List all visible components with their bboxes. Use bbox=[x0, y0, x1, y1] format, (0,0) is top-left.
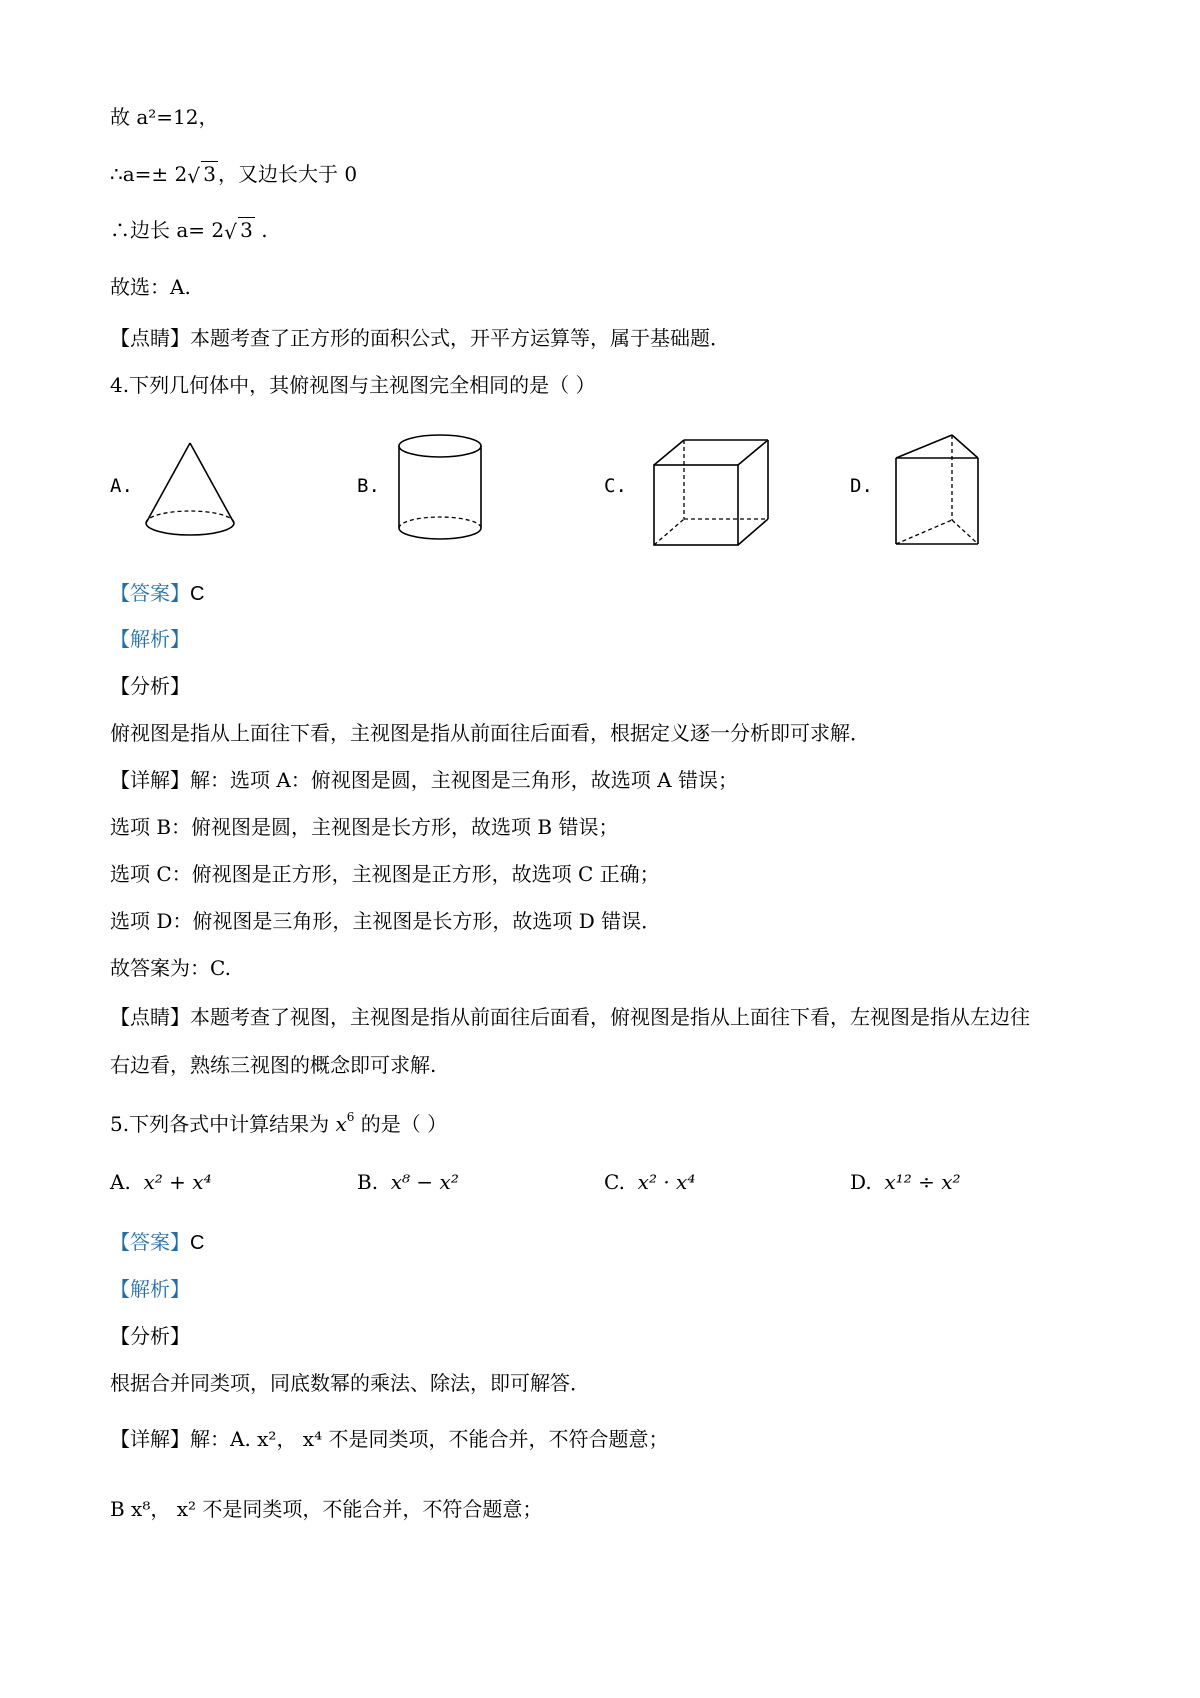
prism-figure bbox=[892, 432, 982, 547]
cylinder-figure bbox=[395, 432, 485, 544]
figure-label-d: D. bbox=[850, 475, 873, 497]
answer-value: C bbox=[190, 583, 205, 605]
text-segment: ∴a=± 2 bbox=[110, 162, 188, 186]
text-segment: . bbox=[254, 218, 268, 242]
option-expression: x¹² ÷ x² bbox=[884, 1170, 961, 1194]
sqrt-expression: √ 3 bbox=[224, 218, 253, 244]
jiexi-tag: 【解析】 bbox=[110, 627, 190, 651]
cone-figure bbox=[140, 440, 240, 542]
answer-tag: 【答案】 bbox=[110, 1230, 190, 1254]
answer-tag: 【答案】 bbox=[110, 581, 190, 605]
answer-value: C bbox=[190, 1232, 205, 1254]
text-line: 故选：A. bbox=[110, 275, 191, 299]
text-line: 选项 D：俯视图是三角形，主视图是长方形，故选项 D 错误． bbox=[110, 909, 662, 933]
option-c bbox=[604, 1170, 695, 1194]
math-line bbox=[110, 216, 268, 244]
math-line bbox=[110, 160, 357, 188]
answer-line bbox=[110, 1228, 204, 1257]
text-line: 根据合并同类项，同底数幂的乘法、除法，即可解答． bbox=[110, 1371, 590, 1395]
option-label: D. bbox=[850, 1170, 872, 1194]
option-label: C. bbox=[604, 1170, 625, 1194]
option-a bbox=[110, 1170, 212, 1194]
option-label: B. bbox=[357, 1170, 379, 1194]
answer-line bbox=[110, 579, 204, 608]
sqrt-expression: √ 3 bbox=[187, 162, 216, 188]
text-line: 右边看，熟练三视图的概念即可求解. bbox=[110, 1053, 437, 1077]
figure-label-a: A. bbox=[110, 475, 133, 497]
cube-figure bbox=[650, 437, 775, 549]
text-segment: 的是（ ） bbox=[354, 1112, 448, 1136]
text-line: 【点睛】本题考查了正方形的面积公式，开平方运算等，属于基础题． bbox=[110, 326, 730, 350]
text-line: 【详解】解：选项 A：俯视图是圆，主视图是三角形，故选项 A 错误； bbox=[110, 768, 738, 792]
text-line: 故 a²=12， bbox=[110, 105, 219, 129]
text-segment: ∴边长 a= 2 bbox=[110, 218, 225, 242]
text-line: 选项 C：俯视图是正方形，主视图是正方形，故选项 C 正确； bbox=[110, 862, 660, 886]
fenxi-tag: 【分析】 bbox=[110, 674, 190, 698]
text-line: B x⁸， x² 不是同类项，不能合并，不符合题意； bbox=[110, 1497, 543, 1521]
text-line: 【点睛】本题考查了视图，主视图是指从前面往后面看，俯视图是指从上面往下看，左视图是指从左边往 bbox=[110, 1005, 1030, 1029]
option-d bbox=[850, 1170, 961, 1194]
question-stem bbox=[110, 1103, 447, 1138]
question-stem: 4.下列几何体中，其俯视图与主视图完全相同的是（ ） bbox=[110, 373, 596, 397]
text-line: 故答案为：C. bbox=[110, 956, 231, 980]
option-b bbox=[357, 1170, 459, 1194]
text-line: 选项 B：俯视图是圆，主视图是长方形，故选项 B 错误； bbox=[110, 815, 619, 839]
text-segment: 5.下列各式中计算结果为 bbox=[110, 1112, 330, 1136]
text-line: 【详解】解：A. x²， x⁴ 不是同类项，不能合并，不符合题意； bbox=[110, 1427, 669, 1451]
option-expression: x⁸ − x² bbox=[390, 1170, 459, 1194]
option-expression: x² + x⁴ bbox=[143, 1170, 212, 1194]
fenxi-tag: 【分析】 bbox=[110, 1324, 190, 1348]
option-expression: x² · x⁴ bbox=[637, 1170, 696, 1194]
text-segment: ，又边长大于 0 bbox=[217, 162, 358, 186]
radicand: 3 bbox=[203, 162, 216, 186]
exponent: 6 bbox=[346, 1110, 355, 1124]
figure-label-c: C. bbox=[604, 475, 627, 497]
option-label: A. bbox=[110, 1170, 131, 1194]
figure-label-b: B. bbox=[357, 475, 380, 497]
variable: x bbox=[335, 1112, 347, 1136]
text-line: 俯视图是指从上面往下看，主视图是指从前面往后面看，根据定义逐一分析即可求解． bbox=[110, 721, 870, 745]
jiexi-tag: 【解析】 bbox=[110, 1277, 190, 1301]
radicand: 3 bbox=[240, 218, 253, 242]
